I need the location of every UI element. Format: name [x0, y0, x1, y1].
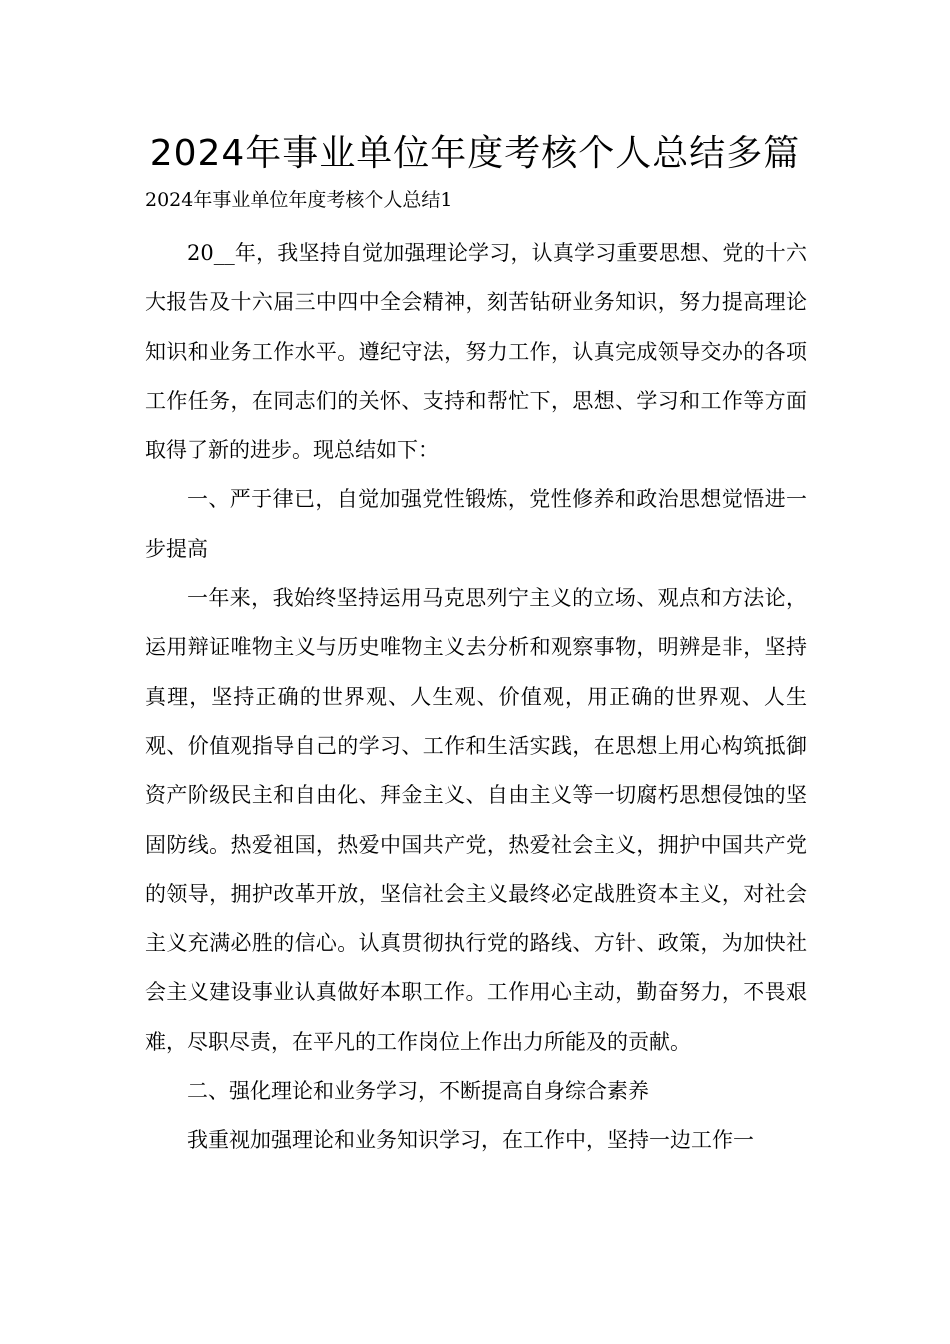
document-subtitle: 2024年事业单位年度考核个人总结1	[145, 189, 453, 211]
paragraph-section-1: 一年来，我始终坚持运用马克思列宁主义的立场、观点和方法论，运用辩证唯物主义与历史唯物主义去分析和观察事物，明辨是非，坚持真理，坚持正确的世界观、人生观、价值观，用正确的世界观、人生观、价值观指导自己的学习、工作和生活实践，在思想上用心构筑抵御资产阶级民主和自由化、拜金主义、自由主义等一切腐朽思想侵蚀的坚固防线。热爱祖国，热爱中国共产党，热爱社会主义，拥护中国共产党的领导，拥护改革开放，坚信社会主义最终必定战胜资本主义，对社会主义充满必胜的信心。认真贯彻执行党的路线、方针、政策，为加快社会主义建设事业认真做好本职工作。工作用心主动，勤奋努力，不畏艰难，尽职尽责，在平凡的工作岗位上作出力所能及的贡献。	[145, 586, 807, 1054]
document-body	[145, 229, 807, 1166]
paragraph-section-2: 我重视加强理论和业务知识学习，在工作中，坚持一边工作一	[187, 1128, 754, 1153]
section-heading-2: 二、强化理论和业务学习，不断提高自身综合素养	[187, 1079, 649, 1104]
document-title: 2024年事业单位年度考核个人总结多篇	[149, 133, 801, 174]
section-heading-1: 一、严于律已，自觉加强党性锻炼，党性修养和政治思想觉悟进一步提高	[145, 487, 807, 561]
paragraph-intro: 20__年，我坚持自觉加强理论学习，认真学习重要思想、党的十六大报告及十六届三中四中全会精神，刻苦钻研业务知识，努力提高理论知识和业务工作水平。遵纪守法，努力工作，认真完成领导交办的各项工作任务，在同志们的关怀、支持和帮忙下，思想、学习和工作等方面取得了新的进步。现总结如下：	[145, 241, 807, 463]
